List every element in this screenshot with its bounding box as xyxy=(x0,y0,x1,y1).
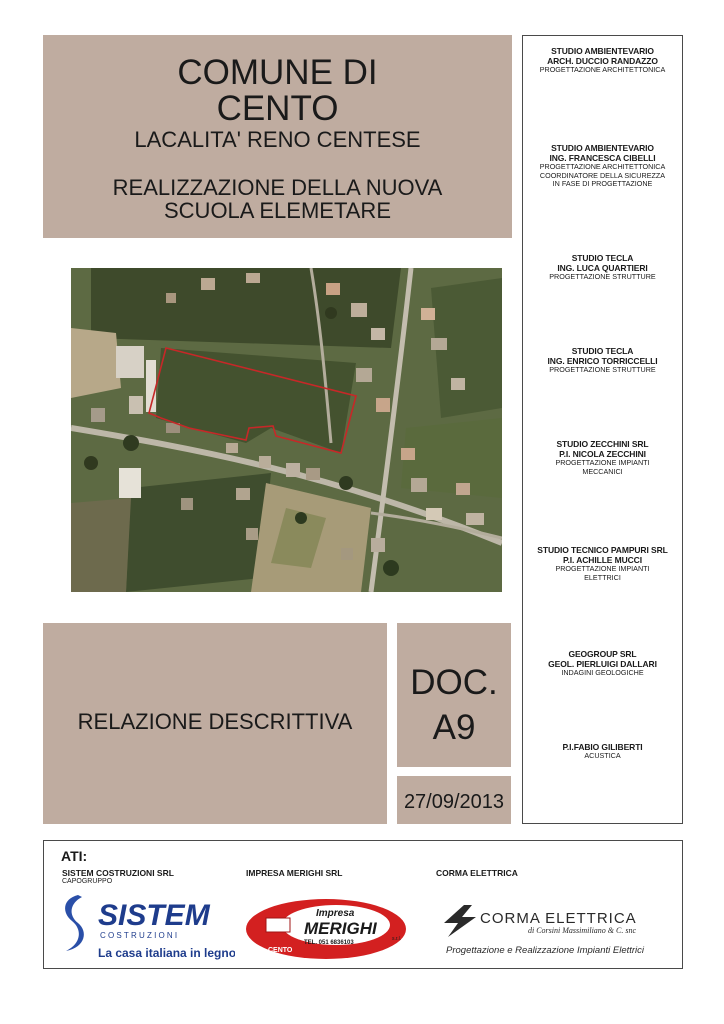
document-date: 27/09/2013 xyxy=(403,791,505,813)
company-name: SISTEM COSTRUZIONI SRL xyxy=(62,868,174,878)
studio-person: ING. FRANCESCA CIBELLI xyxy=(549,153,656,163)
studio-name: STUDIO AMBIENTEVARIO xyxy=(551,143,654,153)
studio-entry xyxy=(523,253,682,282)
studio-entry xyxy=(523,742,682,761)
studio-name: STUDIO AMBIENTEVARIO xyxy=(551,46,654,56)
aerial-site-photo xyxy=(71,268,502,592)
project-title-line1: REALIZZAZIONE DELLA NUOVA xyxy=(112,175,443,200)
ati-heading: ATI: xyxy=(61,848,88,864)
corma-sub: di Corsini Massimiliano & C. snc xyxy=(528,926,637,935)
studio-role: MECCANICI xyxy=(582,466,623,476)
studio-entry xyxy=(523,439,682,476)
municipality-title: COMUNE DI xyxy=(177,53,378,92)
studio-role: PROGETTAZIONE STRUTTURE xyxy=(549,272,656,281)
company-name: IMPRESA MERIGHI SRL xyxy=(246,868,343,878)
sistem-wordmark: SISTEM xyxy=(98,899,210,932)
studio-person: P.I.FABIO GILIBERTI xyxy=(562,742,643,752)
company-corma xyxy=(436,868,518,878)
company-sistem xyxy=(62,868,174,886)
studio-person: GEOL. PIERLUIGI DALLARI xyxy=(548,659,657,669)
studio-entry xyxy=(523,545,682,582)
doc-number: A9 xyxy=(432,708,476,747)
studio-role: INDAGINI GEOLOGICHE xyxy=(561,668,644,677)
corma-name: CORMA ELETTRICA xyxy=(480,910,637,927)
sistem-tagline: La casa italiana in legno xyxy=(98,946,235,960)
document-number-panel xyxy=(397,623,511,767)
project-title-line2: SCUOLA ELEMETARE xyxy=(164,198,391,223)
studio-person: ING. LUCA QUARTIERI xyxy=(557,263,648,273)
studio-entry xyxy=(523,649,682,678)
studio-person: ING. ENRICO TORRICCELLI xyxy=(547,356,658,366)
studio-person: P.I. ACHILLE MUCCI xyxy=(563,555,642,565)
merighi-logo xyxy=(244,896,409,962)
studio-role: ACUSTICA xyxy=(584,751,621,760)
sistem-sub: COSTRUZIONI xyxy=(100,931,180,940)
sistem-logo xyxy=(60,891,235,963)
merighi-name: MERIGHI xyxy=(304,919,377,938)
municipality-name: CENTO xyxy=(216,89,339,128)
company-role: CAPOGRUPPO xyxy=(62,878,113,885)
studio-role: PROGETTAZIONE ARCHITETTONICA xyxy=(539,162,666,171)
merighi-srl: s.r.l. xyxy=(392,936,402,942)
design-team-column xyxy=(522,35,683,824)
merighi-tel: TEL. 051 6836103 xyxy=(304,940,354,946)
merighi-top: Impresa xyxy=(316,908,355,919)
ati-consortium-box xyxy=(43,840,683,969)
studio-role: PROGETTAZIONE IMPIANTI xyxy=(555,458,650,467)
studio-role: ELETTRICI xyxy=(584,572,621,582)
studio-name: GEOGROUP SRL xyxy=(568,649,637,659)
company-merighi xyxy=(246,868,343,878)
studio-role: IN FASE DI PROGETTAZIONE xyxy=(552,179,653,188)
studio-name: STUDIO TECNICO PAMPURI SRL xyxy=(537,545,668,555)
document-description: RELAZIONE DESCRITTIVA xyxy=(77,709,353,734)
studio-role: PROGETTAZIONE IMPIANTI xyxy=(555,564,650,573)
studio-role: COORDINATORE DELLA SICUREZZA xyxy=(539,170,666,180)
studio-person: ARCH. DUCCIO RANDAZZO xyxy=(547,56,658,66)
doc-label: DOC. xyxy=(410,663,498,702)
studio-person: P.I. NICOLA ZECCHINI xyxy=(559,449,646,459)
studio-role: PROGETTAZIONE ARCHITETTONICA xyxy=(539,65,666,74)
studio-role: PROGETTAZIONE STRUTTURE xyxy=(549,365,656,374)
company-name: CORMA ELETTRICA xyxy=(436,868,518,878)
corma-logo xyxy=(436,897,676,963)
title-panel xyxy=(43,35,512,238)
date-panel xyxy=(397,776,511,824)
studio-name: STUDIO TECLA xyxy=(571,253,634,263)
corma-tagline: Progettazione e Realizzazione Impianti Elettrici xyxy=(446,945,645,956)
location-label: LACALITA' RENO CENTESE xyxy=(134,127,421,152)
studio-name: STUDIO ZECCHINI SRL xyxy=(556,439,649,449)
studio-entry xyxy=(523,346,682,375)
studio-entry xyxy=(523,143,682,189)
description-panel xyxy=(43,623,387,824)
studio-entry xyxy=(523,46,682,75)
merighi-city: CENTO xyxy=(268,947,293,954)
studio-name: STUDIO TECLA xyxy=(571,346,634,356)
